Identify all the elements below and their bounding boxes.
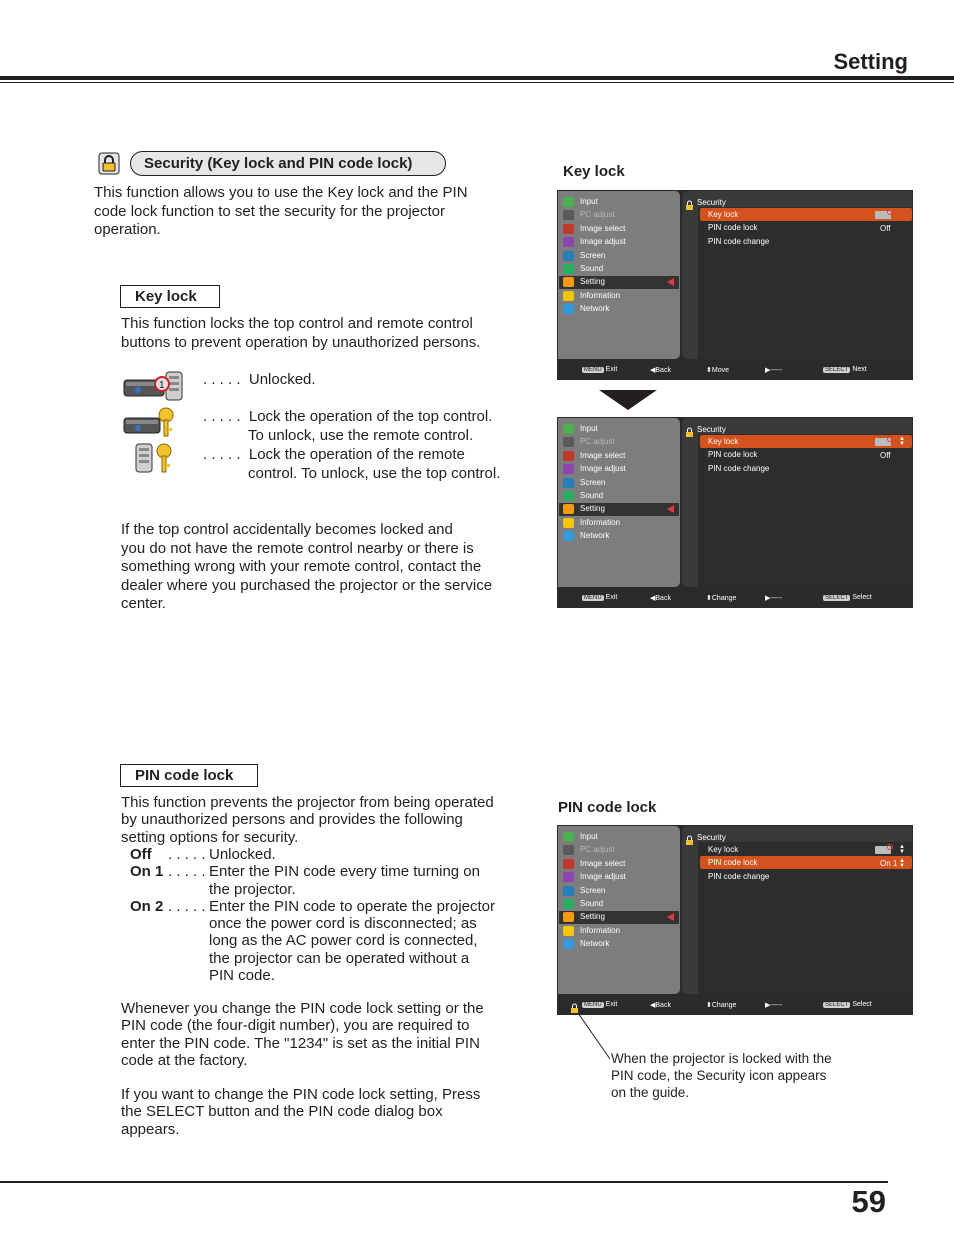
osd-menu-item[interactable] — [559, 223, 679, 236]
osd-menu-icon — [563, 926, 574, 936]
osd-menu-item[interactable] — [559, 263, 679, 276]
option-dots: . . . . . — [168, 897, 206, 915]
option-text: Unlocked. — [248, 371, 316, 388]
osd-menu-label: Screen — [580, 885, 606, 895]
pin-code-lock-value: Off — [880, 224, 891, 233]
osd-security-item[interactable]: PIN code lock — [708, 858, 758, 867]
osd-menu-label: Sound — [580, 264, 604, 273]
osd-menu-item[interactable] — [559, 209, 679, 222]
osd-guide-bar — [557, 360, 913, 380]
osd-menu-label: Network — [580, 531, 610, 541]
option-text: PIN code. — [209, 967, 275, 985]
para-line: enter the PIN code. The "1234" is set as the initial PIN — [121, 1034, 480, 1052]
osd-security-title: Security — [697, 833, 726, 842]
option-dots: . . . . . — [203, 446, 241, 463]
pinlock-label: PIN code lock — [120, 764, 258, 787]
osd-menu-item[interactable] — [559, 898, 679, 911]
osd-menu-icon — [563, 886, 574, 896]
osd-menu-item[interactable] — [559, 871, 679, 884]
warning-line: you do not have the remote control nearby or there is — [121, 539, 474, 557]
top-rule-thin — [0, 82, 954, 83]
osd-menu-label: Screen — [580, 250, 606, 260]
option-dots: . . . . . — [203, 408, 241, 425]
pinlock-para1 — [121, 1000, 484, 1069]
osd-menu-label: Information — [580, 517, 621, 527]
osd-menu-icon — [563, 912, 574, 922]
para-line: If you want to change the PIN code lock setting, Press — [121, 1086, 481, 1103]
osd-menu-icon — [563, 291, 574, 301]
osd-menu-icon — [563, 277, 574, 287]
keylock-option-unlocked — [203, 371, 316, 390]
osd-menu-icon — [563, 464, 574, 474]
guide-exit: MENU Exit — [584, 594, 618, 601]
osd-menu-icon — [563, 531, 574, 541]
osd-menu-icon — [563, 304, 574, 314]
option-text: the projector can be operated without a — [209, 949, 470, 967]
osd-menu-item[interactable] — [559, 196, 679, 209]
menu-key-icon: MENU — [584, 367, 602, 373]
keylock-warning — [121, 521, 492, 614]
top-rule — [0, 76, 954, 80]
warning-line: center. — [121, 595, 167, 612]
security-lock-icon — [685, 197, 694, 207]
osd-menu-item[interactable] — [559, 236, 679, 249]
osd-guide-bar — [557, 588, 913, 608]
keylock-label: Key lock — [120, 285, 220, 308]
osd-menu-item[interactable] — [559, 290, 679, 303]
guide-move: ⬍Change — [706, 595, 737, 602]
guide-back: ◀Back — [650, 595, 671, 602]
osd-security-title: Security — [697, 425, 726, 434]
osd-security-item[interactable]: Key lock — [708, 845, 739, 854]
osd-menu-icon — [563, 224, 574, 234]
osd-menu-label: Screen — [580, 477, 606, 487]
osd-menu-label: Setting — [580, 277, 605, 287]
security-lock-icon — [685, 424, 694, 434]
para-line: code at the factory. — [121, 1051, 248, 1069]
option-text: once the power cord is disconnected; as — [209, 915, 477, 933]
osd-menu-label: PC adjust — [580, 845, 615, 855]
updown-arrows-icon: ▲ ▼ — [899, 436, 905, 447]
osd-menu-item[interactable] — [559, 490, 679, 503]
bottom-rule — [0, 1181, 888, 1183]
osd-menu-icon — [563, 437, 574, 447]
osd-menu-item[interactable] — [559, 831, 679, 844]
osd-menu-icon — [563, 424, 574, 434]
osd-screen-2 — [557, 417, 913, 608]
menu-key-icon: MENU — [584, 1002, 602, 1008]
pin-option-on2 — [130, 898, 520, 985]
pinlock-desc — [121, 794, 494, 846]
option-text: Unlocked. — [209, 846, 276, 863]
guide-back: ◀Back — [650, 367, 671, 374]
pin-code-lock-value: On 1 — [880, 859, 898, 868]
osd-menu-icon — [563, 518, 574, 528]
osd-menu-label: Information — [580, 925, 621, 935]
osd-menu-item[interactable] — [559, 844, 679, 857]
osd-menu-icon — [563, 872, 574, 882]
menu-key-icon: MENU — [584, 595, 602, 601]
projector-key-icon — [122, 406, 178, 438]
guide-exit: MENU Exit — [584, 1001, 618, 1008]
note-line: When the projector is locked with the — [611, 1051, 832, 1066]
osd-security-item[interactable]: Key lock — [708, 437, 739, 446]
option-text: To unlock, use the remote control. — [248, 426, 474, 444]
intro-line: code lock function to set the security for the projector — [94, 202, 446, 220]
callout-line — [577, 1012, 611, 1060]
osd-menu-label: Input — [580, 197, 598, 206]
option-dots: . . . . . — [203, 371, 241, 388]
guide-adjust: ▶----- — [765, 1002, 783, 1009]
pinlock-para2 — [121, 1086, 480, 1138]
osd-menu-item[interactable] — [559, 303, 679, 316]
osd-menu-icon — [563, 451, 574, 461]
warning-line: If the top control accidentally becomes locked and — [121, 521, 453, 538]
option-dots: . . . . . — [168, 846, 206, 863]
osd-menu-label: Sound — [580, 491, 604, 500]
osd-menu-label: Sound — [580, 899, 604, 908]
intro-line: This function allows you to use the Key lock and the PIN — [94, 184, 468, 201]
osd-menu-label: Image select — [580, 450, 626, 460]
osd-menu-label: Image select — [580, 223, 626, 233]
projector-remote-icon — [122, 370, 186, 402]
osd-security-item[interactable]: PIN code lock — [708, 223, 758, 232]
guide-move: ⬍Change — [706, 1002, 737, 1009]
down-arrow-icon — [599, 390, 657, 410]
osd-menu-item[interactable] — [559, 450, 679, 463]
osd-menu-label: PC adjust — [580, 437, 615, 447]
option-text: Lock the operation of the remote — [248, 446, 465, 463]
option-key: On 2 — [130, 897, 164, 915]
osd-menu-icon — [563, 491, 574, 501]
selected-arrow-icon — [667, 913, 674, 921]
select-key-icon: SELECT — [825, 367, 849, 373]
selected-arrow-icon — [667, 278, 674, 286]
select-key-icon: SELECT — [825, 595, 849, 601]
osd-security-item[interactable]: PIN code change — [708, 464, 770, 473]
osd-menu-icon — [563, 845, 574, 855]
desc-line: This function locks the top control and remote control — [121, 315, 473, 332]
osd-menu-item[interactable] — [559, 423, 679, 436]
osd-menu-item[interactable] — [559, 503, 679, 516]
option-dots: . . . . . — [168, 863, 206, 881]
osd-menu-icon — [563, 251, 574, 261]
osd-menu-label: Image adjust — [580, 464, 626, 474]
osd-menu-label: Image select — [580, 858, 626, 868]
osd-menu-item[interactable] — [559, 463, 679, 476]
guide-select: SELECT Select — [825, 1001, 872, 1008]
caption-pinlock: PIN code lock — [558, 799, 657, 816]
osd-menu-label: Input — [580, 832, 598, 841]
option-key: On 1 — [130, 863, 164, 881]
security-intro — [94, 184, 468, 240]
keylock-state-mark-icon — [887, 209, 893, 215]
osd-menu-label: Network — [580, 304, 610, 314]
note-line: PIN code, the Security icon appears — [611, 1068, 827, 1083]
keylock-option-remote — [203, 446, 500, 483]
svg-text:1: 1 — [159, 380, 165, 391]
osd-security-item[interactable]: Key lock — [708, 210, 739, 219]
osd-security-item[interactable]: PIN code change — [708, 872, 770, 881]
security-lock-icon — [685, 832, 694, 842]
option-text: control. To unlock, use the top control. — [248, 464, 501, 482]
para-line: appears. — [121, 1120, 180, 1138]
para-line: the SELECT button and the PIN code dialog box — [121, 1103, 443, 1121]
osd-menu-icon — [563, 504, 574, 514]
osd-menu-label: Setting — [580, 912, 605, 922]
remote-key-icon — [134, 442, 176, 474]
osd-menu-item[interactable] — [559, 436, 679, 449]
guide-back: ◀Back — [650, 1002, 671, 1009]
osd-screen-3 — [557, 825, 913, 1015]
keylock-state-mark-icon — [887, 436, 893, 442]
pinlock-options — [130, 846, 520, 984]
lock-icon — [98, 152, 120, 175]
desc-line: by unauthorized persons and provides the following — [121, 811, 463, 829]
select-key-icon: SELECT — [825, 1002, 849, 1008]
osd-menu-item[interactable] — [559, 858, 679, 871]
selected-arrow-icon — [667, 505, 674, 513]
osd-menu-label: Input — [580, 424, 598, 433]
desc-line: This function prevents the projector from being operated — [121, 794, 494, 811]
osd-menu-icon — [563, 832, 574, 842]
osd-menu-item[interactable] — [559, 517, 679, 530]
pin-option-off — [130, 846, 520, 863]
desc-line: setting options for security. — [121, 828, 299, 846]
page-number: 59 — [851, 1184, 886, 1219]
osd-menu-item[interactable] — [559, 477, 679, 490]
option-key: Off — [130, 846, 152, 863]
pin-code-lock-value: Off — [880, 451, 891, 460]
guide-adjust: ▶----- — [765, 367, 783, 374]
security-icon-note — [611, 1050, 832, 1101]
osd-menu-icon — [563, 264, 574, 274]
guide-select: SELECT Next — [825, 366, 867, 373]
option-text: Lock the operation of the top control. — [248, 408, 493, 425]
osd-menu-item[interactable] — [559, 938, 679, 951]
option-text: Enter the PIN code every time turning on — [209, 863, 480, 881]
updown-arrows-icon: ▲ ▼ — [899, 844, 905, 855]
intro-line: operation. — [94, 221, 161, 238]
osd-menu-label: Image adjust — [580, 872, 626, 882]
osd-menu-icon — [563, 859, 574, 869]
osd-menu-item[interactable] — [559, 911, 679, 924]
security-heading: Security (Key lock and PIN code lock) — [130, 151, 446, 176]
note-line: on the guide. — [611, 1085, 690, 1100]
osd-menu-icon — [563, 939, 574, 949]
guide-exit: MENU Exit — [584, 366, 618, 373]
osd-menu-item[interactable] — [559, 250, 679, 263]
guide-lock-icon — [570, 1000, 579, 1010]
para-line: Whenever you change the PIN code lock setting or the — [121, 1000, 484, 1017]
osd-screen-1 — [557, 190, 913, 380]
osd-menu-label: Information — [580, 290, 621, 300]
osd-menu-item[interactable] — [559, 925, 679, 938]
osd-security-title: Security — [697, 198, 726, 207]
guide-adjust: ▶----- — [765, 595, 783, 602]
osd-menu-icon — [563, 197, 574, 207]
osd-menu-label: Image adjust — [580, 237, 626, 247]
osd-menu-label: PC adjust — [580, 210, 615, 220]
option-text: long as the AC power cord is connected, — [209, 932, 478, 950]
option-text: the projector. — [209, 880, 296, 898]
guide-move: ⬍Move — [706, 367, 729, 374]
warning-line: something wrong with your remote control, contact the — [121, 558, 482, 575]
desc-line: buttons to prevent operation by unauthorized persons. — [121, 333, 481, 351]
option-text: Enter the PIN code to operate the projector — [209, 897, 496, 915]
osd-security-item[interactable]: PIN code lock — [708, 450, 758, 459]
para-line: PIN code (the four-digit number), you are required to — [121, 1017, 470, 1035]
keylock-option-top-control — [203, 408, 492, 445]
section-title: Setting — [833, 49, 908, 74]
osd-security-item[interactable]: PIN code change — [708, 237, 770, 246]
pin-option-on1 — [130, 863, 520, 898]
osd-menu-label: Network — [580, 939, 610, 949]
updown-arrows-icon: ▲ ▼ — [899, 858, 905, 869]
osd-menu-icon — [563, 478, 574, 488]
osd-menu-icon — [563, 237, 574, 247]
caption-keylock: Key lock — [563, 163, 625, 180]
osd-menu-icon — [563, 899, 574, 909]
osd-menu-item[interactable] — [559, 885, 679, 898]
warning-line: dealer where you purchased the projector or the service — [121, 576, 493, 594]
osd-menu-item[interactable] — [559, 276, 679, 289]
osd-menu-item[interactable] — [559, 530, 679, 543]
keylock-state-mark-icon — [887, 844, 893, 850]
osd-menu-label: Setting — [580, 504, 605, 514]
guide-select: SELECT Select — [825, 594, 872, 601]
osd-menu-icon — [563, 210, 574, 220]
keylock-desc — [121, 315, 480, 352]
